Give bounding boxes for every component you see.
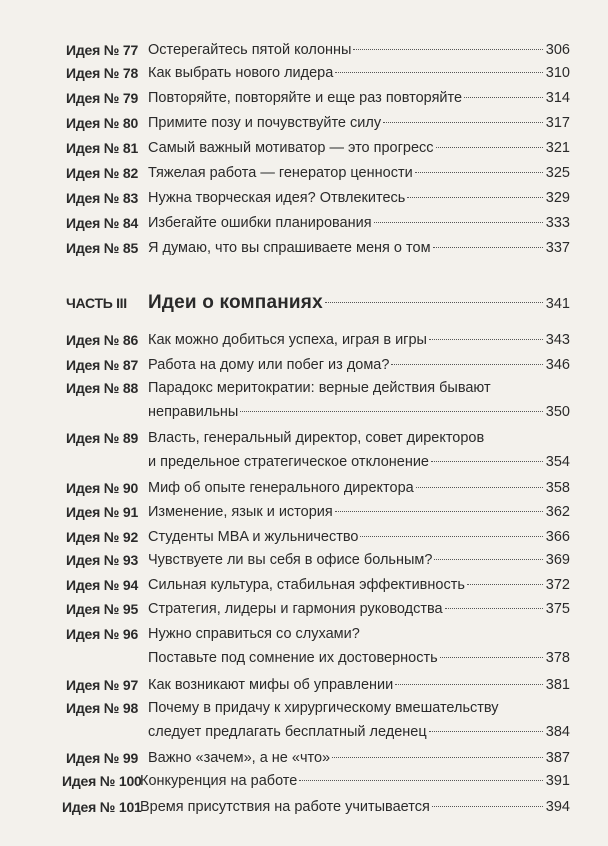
- idea-number: Идея № 86: [66, 332, 139, 348]
- dot-leader: [445, 607, 543, 609]
- entry-title: Время присутствия на работе учитывается: [140, 799, 430, 815]
- entry-title-last-line: [148, 722, 570, 742]
- entry-title-last-line: [148, 452, 570, 472]
- entry-title: Важно «зачем», а не «что»: [148, 750, 331, 766]
- page-number: 387: [545, 750, 570, 766]
- page-number: 329: [545, 190, 570, 206]
- entry-title-last-line: [148, 550, 570, 570]
- idea-number: Идея № 78: [66, 65, 139, 81]
- entry-title-last-line: [148, 188, 570, 208]
- idea-number: Идея № 90: [66, 480, 139, 496]
- entry-title: Самый важный мотиватор — это прогресс: [148, 140, 434, 156]
- entry-title: Повторяйте, повторяйте и еще раз повторяйте: [148, 90, 463, 106]
- entry-title-last-line: [148, 478, 570, 498]
- entry-title-line: Почему в придачу к хирургическому вмешательству: [148, 700, 499, 716]
- dot-leader: [240, 410, 542, 412]
- dot-leader: [332, 756, 543, 758]
- entry-title: Я думаю, что вы спрашиваете меня о том: [148, 240, 431, 256]
- idea-number: Идея № 84: [66, 215, 139, 231]
- idea-number: Идея № 83: [66, 190, 139, 206]
- page-number: 375: [545, 601, 570, 617]
- page-number: 378: [545, 650, 570, 667]
- page-number: 366: [545, 529, 570, 545]
- entry-title: Примите позу и почувствуйте силу: [148, 115, 382, 131]
- idea-number: Идея № 98: [66, 700, 139, 716]
- part-title-line: [148, 292, 570, 314]
- idea-number: Идея № 97: [66, 677, 139, 693]
- entry-title-last-line: [148, 330, 570, 350]
- idea-number: Идея № 79: [66, 90, 139, 106]
- idea-number: Идея № 88: [66, 380, 139, 396]
- entry-title-line: Парадокс меритократии: верные действия бывают: [148, 380, 491, 396]
- dot-leader: [431, 460, 543, 462]
- page-number: 391: [545, 773, 570, 789]
- entry-title: Нужна творческая идея? Отвлекитесь: [148, 190, 406, 206]
- idea-number: Идея № 85: [66, 240, 139, 256]
- page-number: 321: [545, 140, 570, 156]
- page-number: 372: [545, 577, 570, 593]
- page-number: 343: [545, 332, 570, 348]
- entry-title: Избегайте ошибки планирования: [148, 215, 372, 231]
- part-title: Идеи о компаниях: [148, 292, 323, 313]
- entry-title: Стратегия, лидеры и гармония руководства: [148, 601, 443, 617]
- dot-leader: [299, 779, 542, 781]
- entry-title-last-line: [148, 648, 570, 668]
- entry-title: Изменение, язык и история: [148, 504, 333, 520]
- idea-number: Идея № 91: [66, 504, 139, 520]
- entry-title: Поставьте под сомнение их достоверность: [148, 650, 438, 667]
- entry-title-last-line: [148, 402, 570, 422]
- dot-leader: [395, 683, 543, 685]
- entry-title: Сильная культура, стабильная эффективность: [148, 577, 465, 593]
- idea-number: Идея № 87: [66, 357, 139, 373]
- page-number: 350: [545, 404, 570, 421]
- idea-number: Идея № 94: [66, 577, 139, 593]
- idea-number: Идея № 101: [62, 799, 142, 815]
- entry-title: Как выбрать нового лидера: [148, 65, 334, 81]
- page-number: 381: [545, 677, 570, 693]
- entry-title-last-line: [148, 138, 570, 158]
- page-number: 354: [545, 454, 570, 471]
- idea-number: Идея № 95: [66, 601, 139, 617]
- entry-title-last-line: [148, 163, 570, 183]
- dot-leader: [407, 196, 542, 198]
- entry-title: Остерегайтесь пятой колонны: [148, 42, 352, 58]
- part-label: ЧАСТЬ III: [66, 295, 127, 311]
- dot-leader: [464, 96, 543, 98]
- idea-number: Идея № 92: [66, 529, 139, 545]
- page-number: 317: [545, 115, 570, 131]
- page-number: 306: [545, 42, 570, 58]
- page-number: 394: [545, 799, 570, 815]
- entry-title: Миф об опыте генерального директора: [148, 480, 414, 496]
- page-number: 384: [545, 724, 570, 741]
- idea-number: Идея № 82: [66, 165, 139, 181]
- entry-title: Студенты MBA и жульничество: [148, 529, 359, 545]
- dot-leader: [434, 558, 542, 560]
- entry-title-last-line: [148, 748, 570, 768]
- dot-leader: [383, 121, 543, 123]
- dot-leader: [429, 730, 543, 732]
- dot-leader: [433, 246, 543, 248]
- dot-leader: [360, 535, 542, 537]
- dot-leader: [436, 146, 543, 148]
- dot-leader: [415, 171, 543, 173]
- entry-title: Как можно добиться успеха, играя в игры: [148, 332, 427, 348]
- entry-title-last-line: [148, 213, 570, 233]
- entry-title-last-line: [148, 502, 570, 522]
- entry-title: и предельное стратегическое отклонение: [148, 454, 430, 471]
- idea-number: Идея № 80: [66, 115, 139, 131]
- dot-leader: [391, 363, 542, 365]
- entry-title-last-line: [148, 63, 570, 83]
- page-number: 358: [545, 480, 570, 496]
- entry-title-last-line: [140, 797, 570, 817]
- entry-title-last-line: [148, 599, 570, 619]
- entry-title-last-line: [148, 88, 570, 108]
- entry-title: неправильны: [148, 404, 239, 421]
- entry-title: следует предлагать бесплатный леденец: [148, 724, 427, 741]
- idea-number: Идея № 99: [66, 750, 139, 766]
- dot-leader: [432, 805, 543, 807]
- page-number: 362: [545, 504, 570, 520]
- page-number: 333: [545, 215, 570, 231]
- dot-leader: [335, 71, 542, 73]
- entry-title-line: Нужно справиться со слухами?: [148, 626, 360, 642]
- page-number: 325: [545, 165, 570, 181]
- entry-title-last-line: [148, 40, 570, 60]
- idea-number: Идея № 93: [66, 552, 139, 568]
- entry-title: Конкуренция на работе: [140, 773, 298, 789]
- page-number: 310: [545, 65, 570, 81]
- dot-leader: [335, 510, 543, 512]
- entry-title: Чувствуете ли вы себя в офисе больным?: [148, 552, 433, 568]
- page-number: 369: [545, 552, 570, 568]
- entry-title: Тяжелая работа — генератор ценности: [148, 165, 413, 181]
- dot-leader: [467, 583, 543, 585]
- part-page-number: 341: [545, 296, 570, 312]
- dot-leader: [429, 338, 543, 340]
- entry-title-last-line: [148, 238, 570, 258]
- entry-title: Работа на дому или побег из дома?: [148, 357, 390, 373]
- idea-number: Идея № 81: [66, 140, 139, 156]
- dot-leader: [440, 656, 543, 658]
- page-number: 346: [545, 357, 570, 373]
- idea-number: Идея № 100: [62, 773, 142, 789]
- entry-title-last-line: [148, 575, 570, 595]
- entry-title-line: Власть, генеральный директор, совет директоров: [148, 430, 485, 446]
- entry-title-last-line: [148, 527, 570, 547]
- dot-leader: [416, 486, 543, 488]
- idea-number: Идея № 77: [66, 42, 139, 58]
- entry-title-last-line: [148, 113, 570, 133]
- idea-number: Идея № 89: [66, 430, 139, 446]
- dot-leader: [353, 48, 542, 50]
- dot-leader: [325, 301, 543, 303]
- entry-title-last-line: [148, 355, 570, 375]
- entry-title: Как возникают мифы об управлении: [148, 677, 394, 693]
- page-number: 337: [545, 240, 570, 256]
- idea-number: Идея № 96: [66, 626, 139, 642]
- entry-title-last-line: [140, 771, 570, 791]
- dot-leader: [374, 221, 543, 223]
- page-number: 314: [545, 90, 570, 106]
- entry-title-last-line: [148, 675, 570, 695]
